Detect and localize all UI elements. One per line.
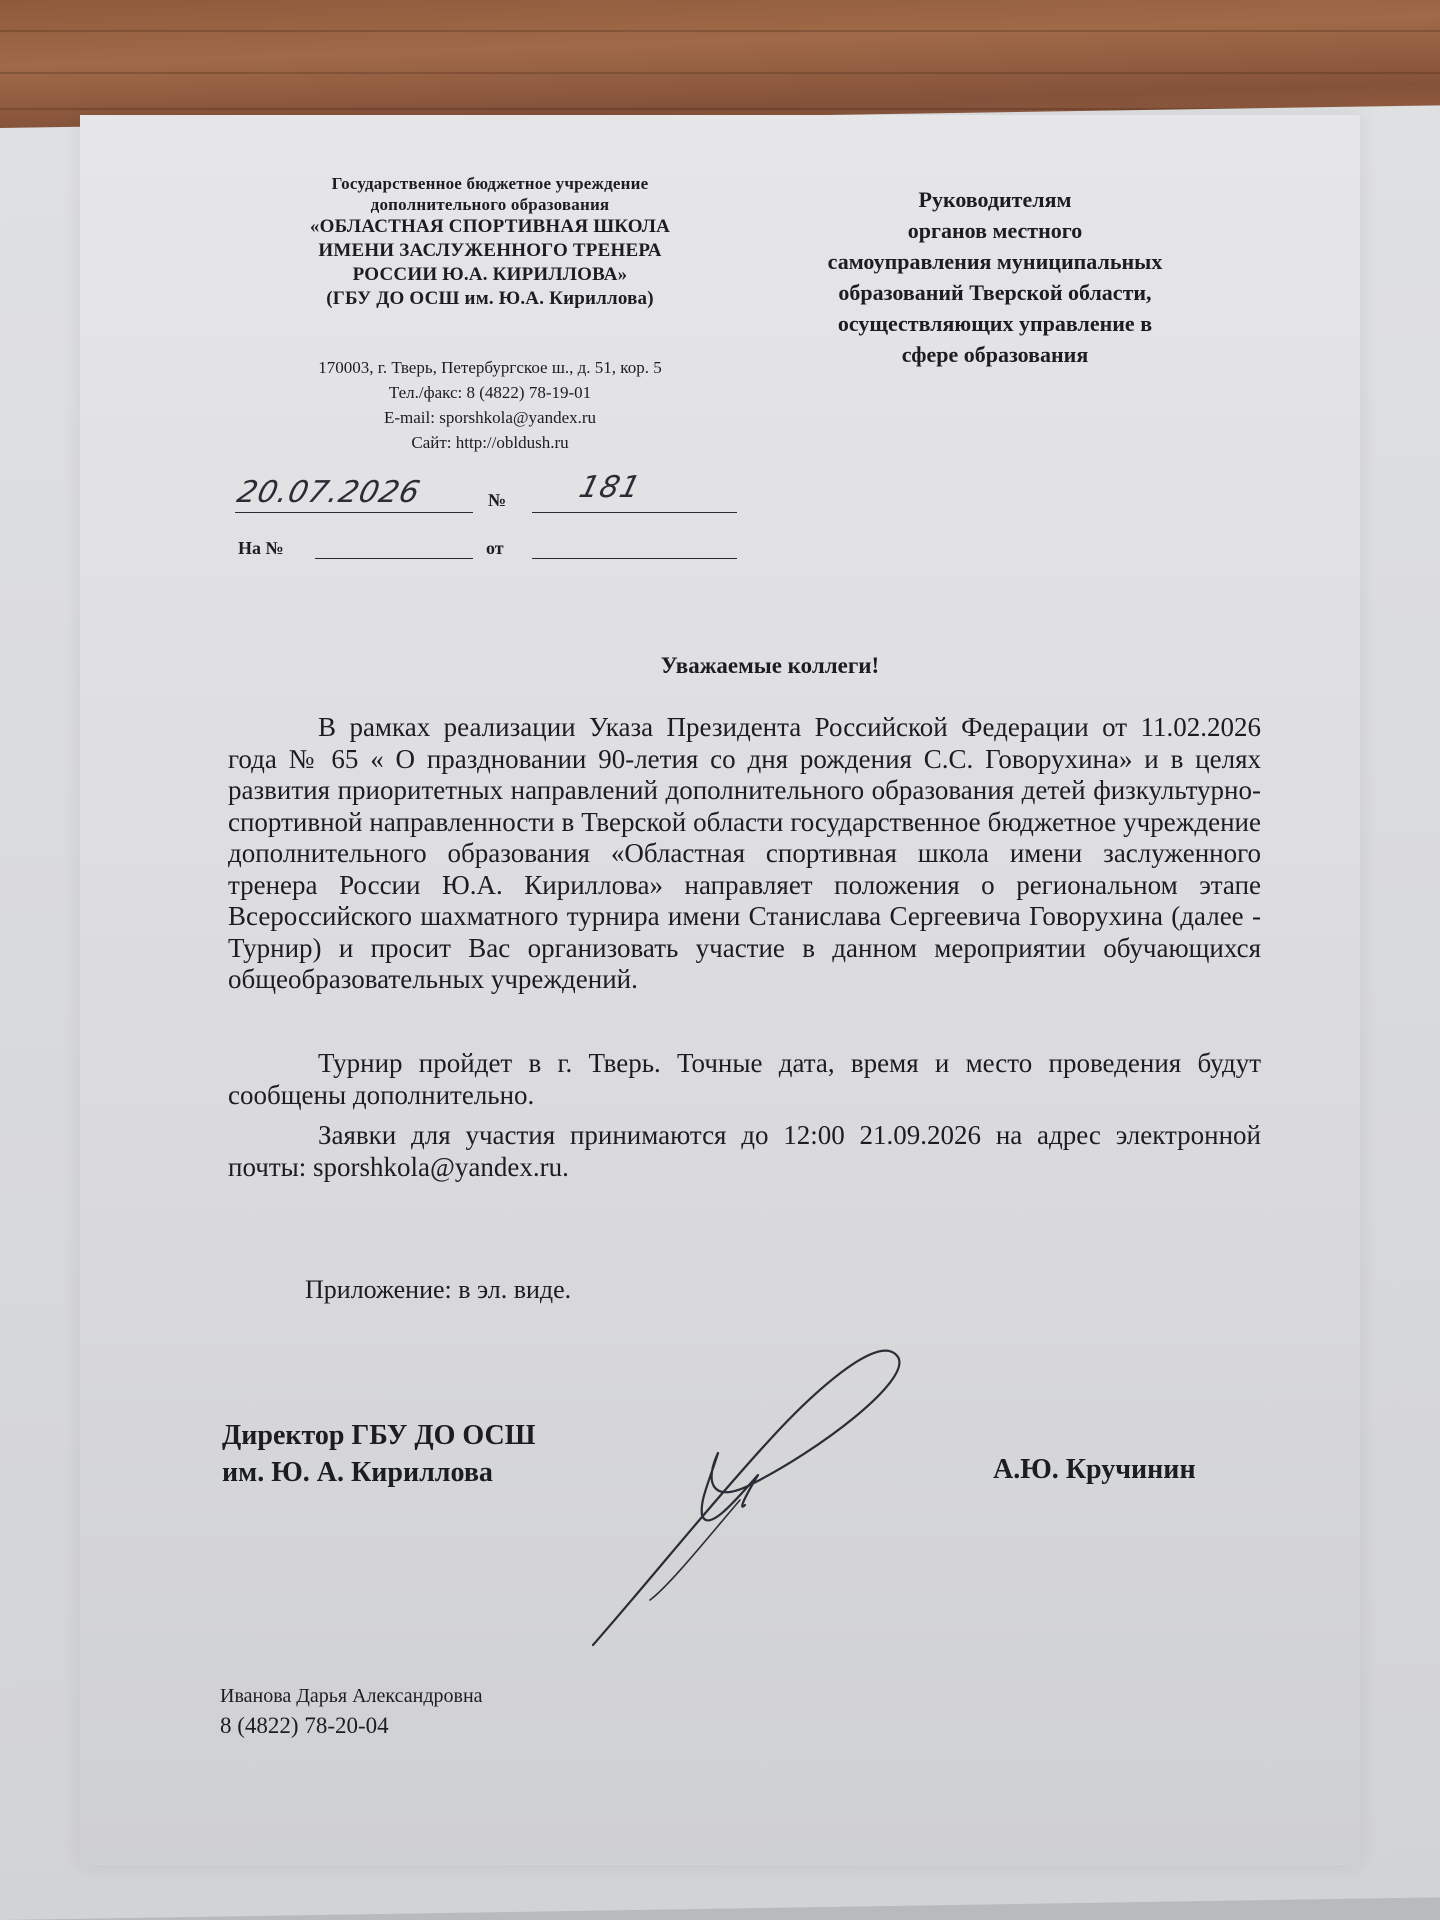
reply-from-label: от <box>486 538 504 558</box>
sender-line-1: Государственное бюджетное учреждение <box>331 174 649 193</box>
director-name: А.Ю. Кручинин <box>993 1454 1196 1485</box>
executor-info <box>220 1682 483 1740</box>
director-position-line-2: им. Ю. А. Кириллова <box>222 1457 493 1488</box>
recipient-block <box>760 184 1230 370</box>
director-position <box>222 1417 536 1491</box>
reply-number-line <box>315 558 473 559</box>
reply-number-label: На № <box>238 538 284 558</box>
number-underline <box>532 512 737 513</box>
outgoing-date: 20.07.2026 <box>233 475 425 510</box>
recipient-line-2: органов местного <box>907 218 1083 243</box>
paragraph-venue: Турнир пройдет в г. Тверь. Точные дата, время и место проведения будут сообщены дополнительно. <box>228 1048 1261 1110</box>
executor-phone: 8 (4822) 78-20-04 <box>220 1713 389 1738</box>
sender-line-4: ИМЕНИ ЗАСЛУЖЕННОГО ТРЕНЕРА <box>318 240 662 261</box>
paragraph-applications: Заявки для участия принимаются до 12:00 21.09.2026 на адрес электронной почты: sporshkola@yandex.ru. <box>228 1120 1261 1182</box>
sender-header <box>250 173 730 311</box>
sender-site: Сайт: http://obldush.ru <box>411 433 569 452</box>
sender-phone: Тел./факс: 8 (4822) 78-19-01 <box>388 383 592 402</box>
executor-name: Иванова Дарья Александровна <box>220 1685 483 1707</box>
recipient-line-3: самоуправления муниципальных <box>827 249 1163 274</box>
outgoing-number: 181 <box>575 470 645 505</box>
number-label: № <box>488 490 507 510</box>
date-underline <box>235 512 473 513</box>
paragraph-main: В рамках реализации Указа Президента Российской Федерации от 11.02.2026 года № 65 « О праздновании 90-летия со дня рождения С.С. Говорухина» и в целях развития приоритетных направлений дополнительного образования детей физкультурно-спортивной направленности в Тверской области государственное бюджетное учреждение дополнительного образования «Областная спортивная школа имени заслуженного тренера России Ю.А. Кириллова» направляет положения о региональном этапе Всероссийского шахматного турнира имени Станислава Сергеевича Говорухина (далее - Турнир) и просит Вас организовать участие в данном мероприятии обучающихся общеобразовательных учреждений. <box>228 712 1261 994</box>
sender-line-6: (ГБУ ДО ОСШ им. Ю.А. Кириллова) <box>326 288 654 309</box>
handwritten-signature <box>590 1335 920 1665</box>
sender-line-2: дополнительного образования <box>370 195 610 214</box>
sender-line-3: «ОБЛАСТНАЯ СПОРТИВНАЯ ШКОЛА <box>309 216 671 237</box>
sender-contacts <box>240 355 740 455</box>
recipient-line-5: осуществляющих управление в <box>837 311 1153 336</box>
sender-address: 170003, г. Тверь, Петербургское ш., д. 51, кор. 5 <box>318 358 662 377</box>
sender-email: E-mail: sporshkola@yandex.ru <box>383 408 597 427</box>
recipient-line-4: образований Тверской области, <box>838 280 1152 305</box>
recipient-line-1: Руководителям <box>918 187 1072 212</box>
director-position-line-1: Директор ГБУ ДО ОСШ <box>222 1420 536 1451</box>
appendix-note: Приложение: в эл. виде. <box>305 1275 572 1304</box>
sender-line-5: РОССИИ Ю.А. КИРИЛЛОВА» <box>352 264 628 285</box>
recipient-line-6: сфере образования <box>901 342 1089 367</box>
reply-date-line <box>532 558 737 559</box>
salutation: Уважаемые коллеги! <box>660 653 880 678</box>
